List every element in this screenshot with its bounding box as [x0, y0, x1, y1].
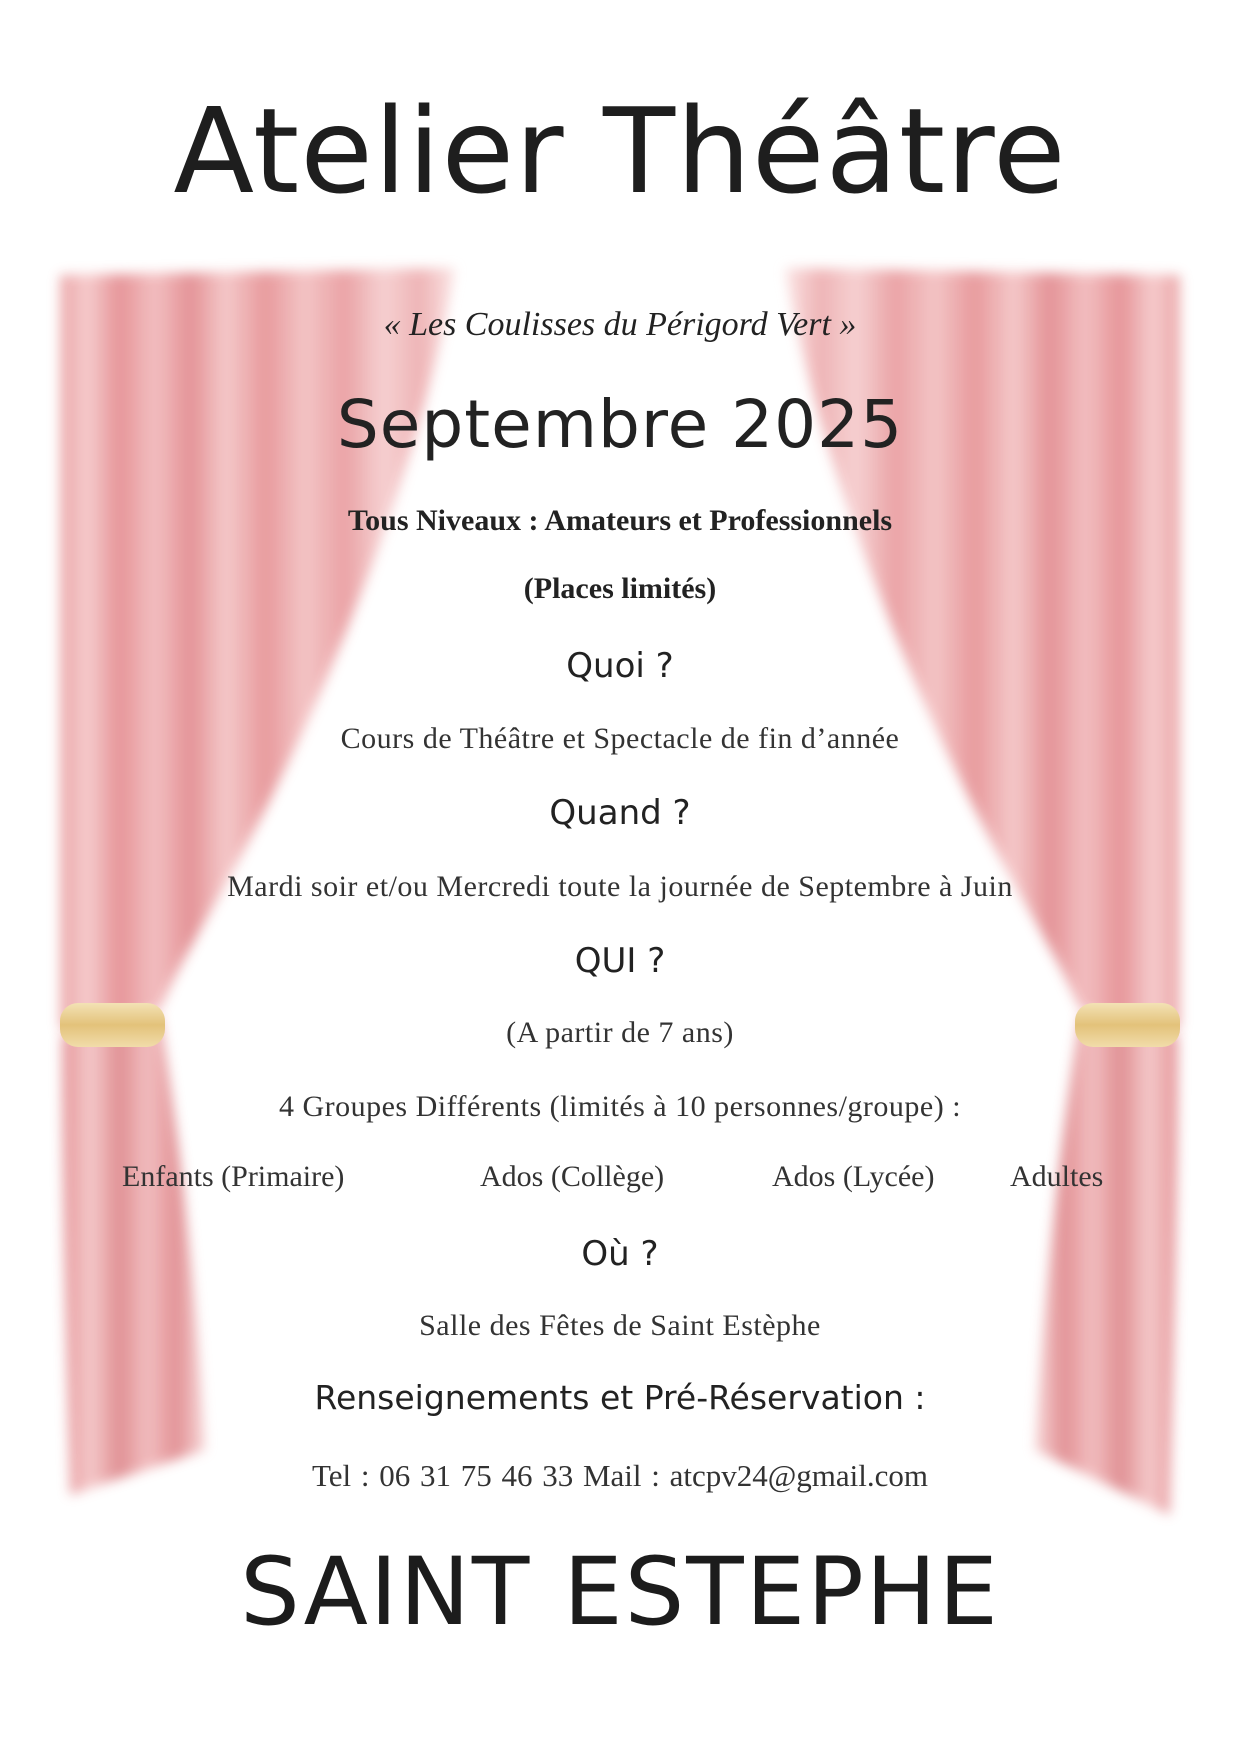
answer-quoi: Cours de Théâtre et Spectacle de fin d’année	[340, 722, 900, 755]
group-item: Ados (Collège)	[480, 1160, 665, 1193]
groups-intro: 4 Groupes Différents (limités à 10 personnes/groupe) :	[278, 1090, 962, 1123]
answer-quand: Mardi soir et/ou Mercredi toute la journée de Septembre à Juin	[227, 870, 1013, 903]
troupe-subtitle: « Les Coulisses du Périgord Vert »	[383, 306, 857, 343]
question-ou: Où ?	[581, 1234, 659, 1274]
answer-qui-age: (A partir de 7 ans)	[506, 1016, 734, 1049]
places-note: (Places limités)	[523, 572, 717, 605]
info-title: Renseignements et Pré-Réservation :	[314, 1378, 926, 1417]
event-date: Septembre 2025	[336, 386, 904, 463]
levels-text: Tous Niveaux : Amateurs et Professionnels	[347, 504, 893, 537]
question-qui: QUI ?	[574, 941, 666, 981]
question-quand: Quand ?	[549, 793, 691, 833]
answer-ou: Salle des Fêtes de Saint Estèphe	[419, 1309, 821, 1342]
group-item: Ados (Lycée)	[772, 1160, 935, 1193]
page-title: Atelier Théâtre	[173, 82, 1067, 220]
group-item: Adultes	[1010, 1160, 1104, 1193]
footer-location: SAINT ESTEPHE	[240, 1538, 1000, 1647]
group-item: Enfants (Primaire)	[122, 1160, 345, 1193]
question-quoi: Quoi ?	[566, 646, 674, 686]
contact-line: Tel : 06 31 75 46 33 Mail : atcpv24@gmail.com	[311, 1458, 929, 1493]
